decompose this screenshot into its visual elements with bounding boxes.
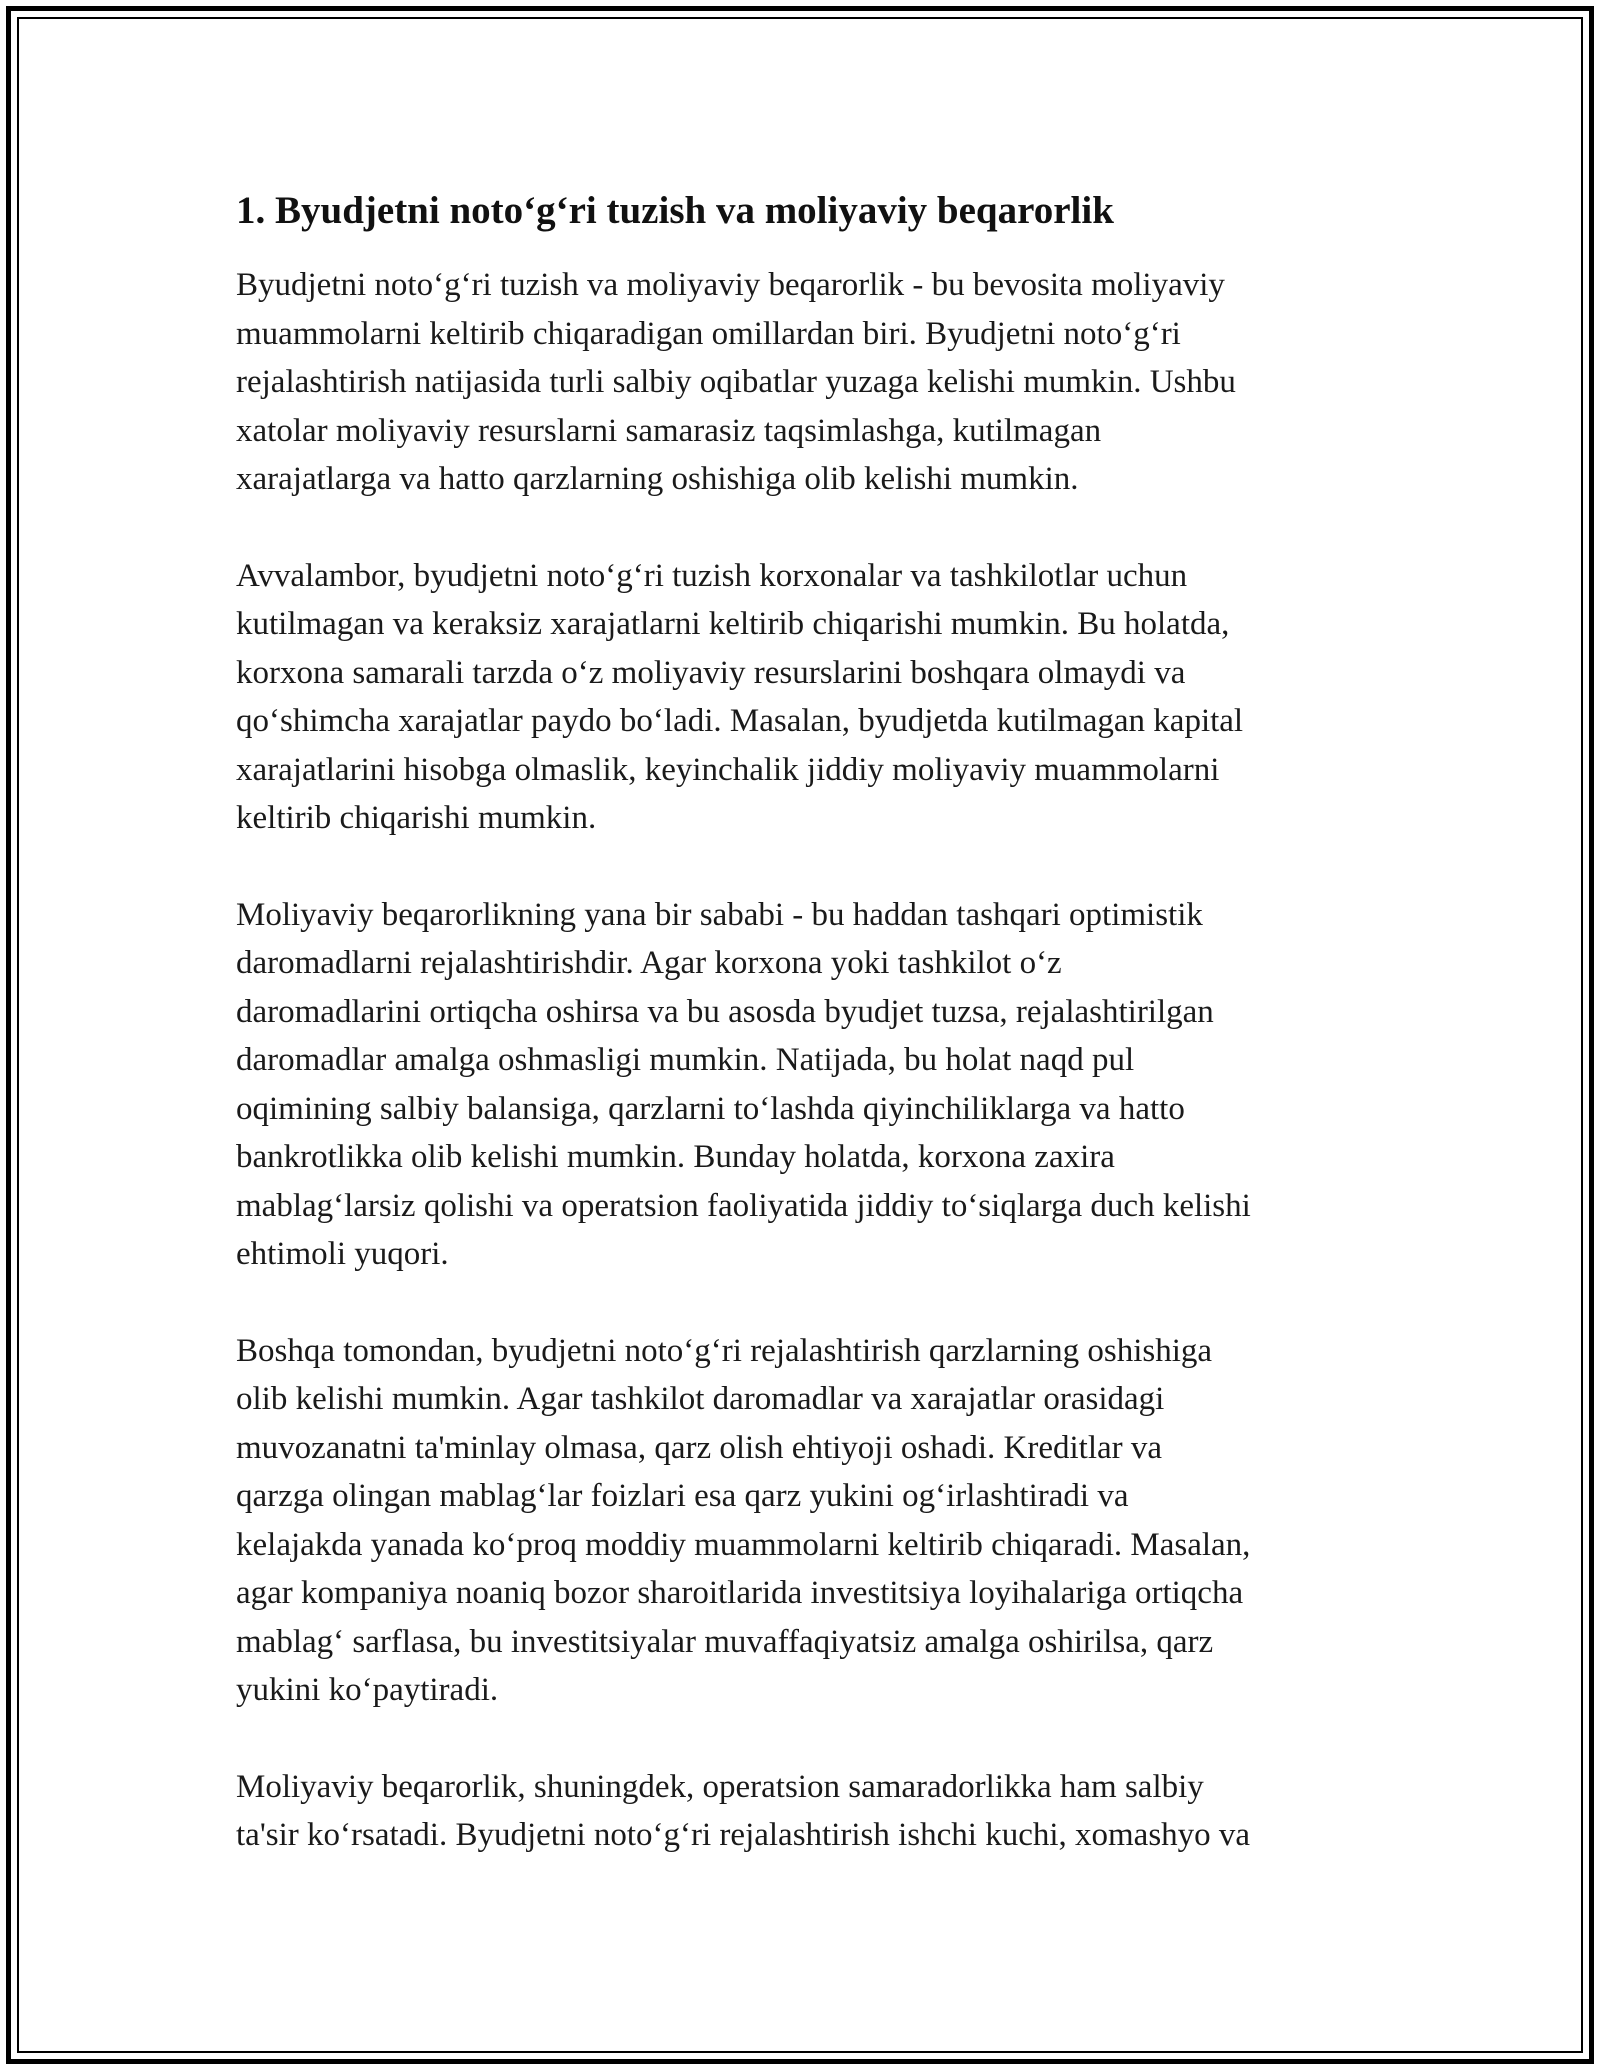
paragraph-line: muvozanatni ta'minlay olmasa, qarz olish ehtiyoji oshadi. Kreditlar va [236, 1429, 1163, 1466]
paragraph-line: agar kompaniya noaniq bozor sharoitlarida investitsiya loyihalariga ortiqcha [236, 1575, 1244, 1611]
paragraph-line: olib kelishi mumkin. Agar tashkilot daromadlar va xarajatlar orasidagi [236, 1381, 1165, 1417]
paragraph-line: xarajatlarga va hatto qarzlarning oshishiga olib kelishi mumkin. [236, 461, 1079, 497]
document-body [236, 187, 1366, 1908]
body-paragraph [236, 261, 1366, 504]
paragraph-line: muammolarni keltirib chiqaradigan omillardan biri. Byudjetni noto‘g‘ri [236, 315, 1181, 352]
paragraph-container [236, 261, 1366, 1860]
paragraph-line: bankrotlikka olib kelishi mumkin. Bunday holatda, korxona zaxira [236, 1139, 1115, 1175]
section-heading: 1. Byudjetni noto‘g‘ri tuzish va moliyaviy beqarorlik [236, 189, 1114, 232]
paragraph-line: mablag‘ sarflasa, bu investitsiyalar muvaffaqiyatsiz amalga oshirilsa, qarz [236, 1623, 1214, 1660]
paragraph-line: ehtimoli yuqori. [236, 1236, 449, 1272]
paragraph-line: Byudjetni noto‘g‘ri tuzish va moliyaviy beqarorlik - bu bevosita moliyaviy [236, 267, 1225, 303]
paragraph-line: mablag‘larsiz qolishi va operatsion faoliyatida jiddiy to‘siqlarga duch kelishi [236, 1187, 1251, 1224]
paragraph-line: rejalashtirish natijasida turli salbiy oqibatlar yuzaga kelishi mumkin. Ushbu [236, 364, 1236, 400]
body-paragraph [236, 891, 1366, 1279]
paragraph-line: Boshqa tomondan, byudjetni noto‘g‘ri rejalashtirish qarzlarning oshishiga [236, 1332, 1213, 1369]
body-paragraph [236, 1327, 1366, 1715]
paragraph-line: ta'sir ko‘rsatadi. Byudjetni noto‘g‘ri rejalashtirish ishchi kuchi, xomashyo va [236, 1817, 1251, 1853]
paragraph-line: qarzga olingan mablag‘lar foizlari esa qarz yukini og‘irlashtiradi va [236, 1478, 1129, 1514]
paragraph-line: yukini ko‘paytiradi. [236, 1672, 499, 1708]
paragraph-line: Moliyaviy beqarorlikning yana bir sababi - bu haddan tashqari optimistik [236, 896, 1203, 933]
paragraph-line: daromadlarni rejalashtirishdir. Agar korxona yoki tashkilot o‘z [236, 945, 1062, 981]
paragraph-line: kutilmagan va keraksiz xarajatlarni keltirib chiqarishi mumkin. Bu holatda, [236, 606, 1230, 642]
paragraph-line: korxona samarali tarzda o‘z moliyaviy resurslarini boshqara olmaydi va [236, 654, 1186, 691]
paragraph-line: daromadlarini ortiqcha oshirsa va bu asosda byudjet tuzsa, rejalashtirilgan [236, 993, 1214, 1030]
paragraph-line: oqimining salbiy balansiga, qarzlarni to‘lashda qiyinchiliklarga va hatto [236, 1090, 1185, 1127]
paragraph-line: kelajakda yanada ko‘proq moddiy muammolarni keltirib chiqaradi. Masalan, [236, 1526, 1251, 1563]
paragraph-line: xarajatlarini hisobga olmaslik, keyinchalik jiddiy moliyaviy muammolarni [236, 751, 1220, 788]
body-paragraph [236, 1763, 1366, 1860]
body-paragraph [236, 552, 1366, 843]
paragraph-line: Moliyaviy beqarorlik, shuningdek, operatsion samaradorlikka ham salbiy [236, 1768, 1204, 1805]
paragraph-line: keltirib chiqarishi mumkin. [236, 800, 597, 836]
paragraph-line: xatolar moliyaviy resurslarni samarasiz taqsimlashga, kutilmagan [236, 412, 1102, 449]
paragraph-line: Avvalambor, byudjetni noto‘g‘ri tuzish korxonalar va tashkilotlar uchun [236, 557, 1188, 594]
paragraph-line: qo‘shimcha xarajatlar paydo bo‘ladi. Masalan, byudjetda kutilmagan kapital [236, 703, 1244, 739]
paragraph-line: daromadlar amalga oshmasligi mumkin. Natijada, bu holat naqd pul [236, 1042, 1135, 1078]
